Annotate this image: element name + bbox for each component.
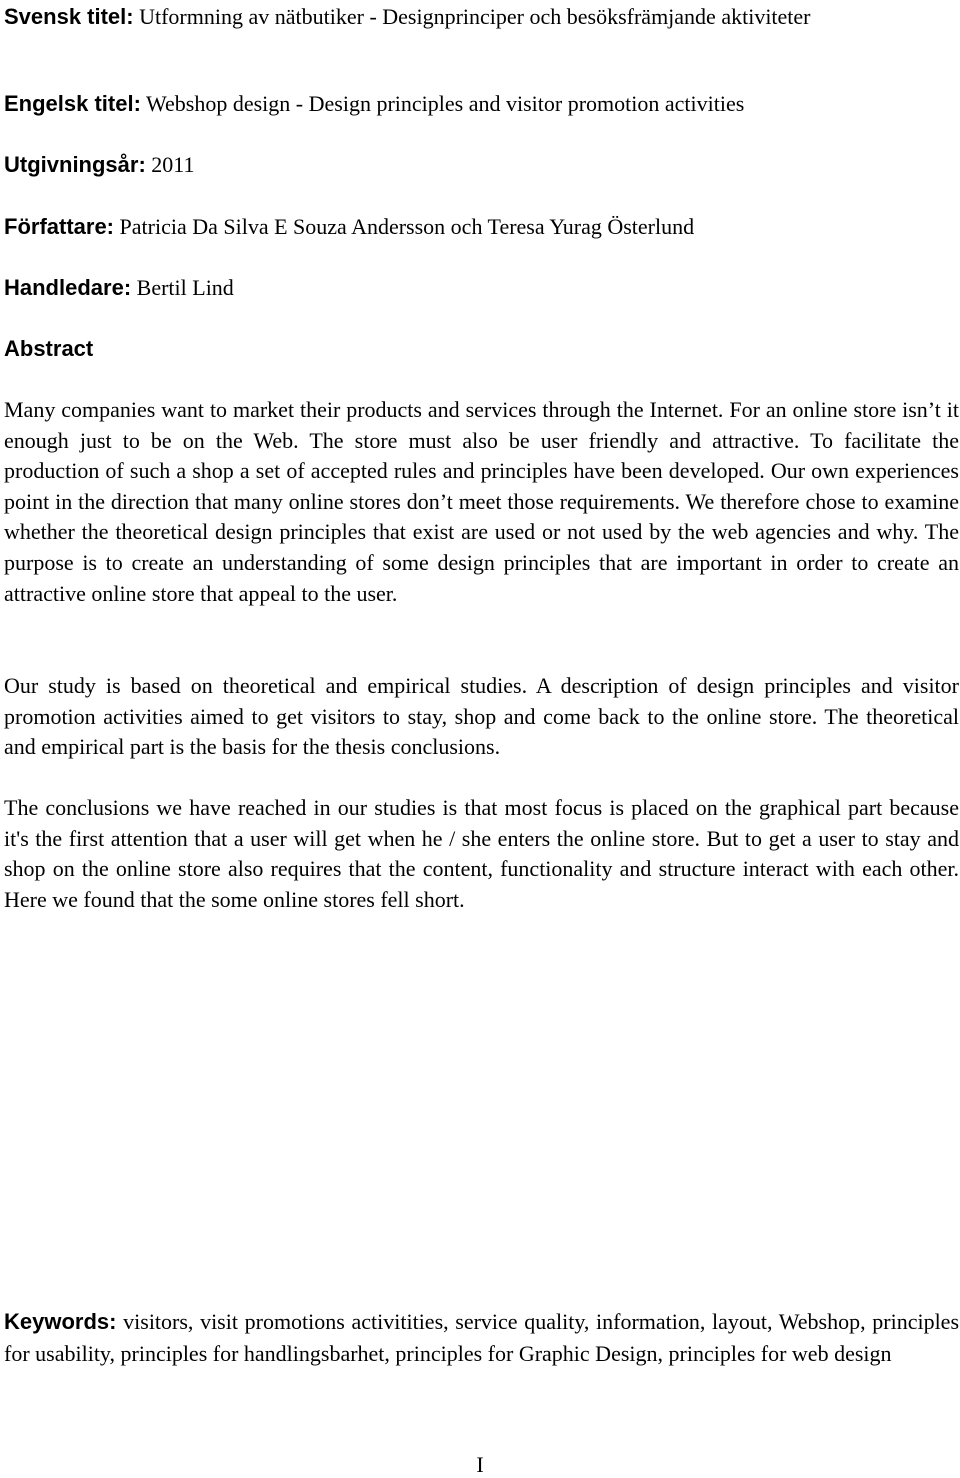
supervisor-line [4, 273, 954, 303]
year-label: Utgivningsår: [4, 152, 146, 177]
authors-value: Patricia Da Silva E Souza Andersson och Teresa Yurag Österlund [119, 214, 695, 239]
page-number: I [476, 1452, 484, 1477]
english-title-value: Webshop design - Design principles and visitor promotion activities [146, 91, 745, 116]
year-value: 2011 [151, 152, 195, 177]
english-title-line [4, 89, 954, 119]
authors-line [4, 212, 954, 242]
abstract-paragraph-2: Our study is based on theoretical and empirical studies. A description of design principles and visitor promotion activities aimed to get visitors to stay, shop and come back to the online store. The theoretical and empirical part is the basis for the thesis conclusions. [4, 673, 959, 760]
swedish-title-line [4, 2, 954, 32]
english-title-label: Engelsk titel: [4, 91, 141, 116]
abstract-heading: Abstract [4, 336, 94, 361]
swedish-title-label: Svensk titel: [4, 4, 134, 29]
swedish-title-value: Utformning av nätbutiker - Designprinciper och besöksfrämjande aktiviteter [139, 4, 811, 29]
keywords-label: Keywords: [4, 1309, 117, 1334]
supervisor-value: Bertil Lind [136, 275, 234, 300]
authors-label: Författare: [4, 214, 115, 239]
keywords-block [4, 1306, 959, 1369]
abstract-paragraph-3: The conclusions we have reached in our studies is that most focus is placed on the graphical part because it's the first attention that a user will get when he / she enters the online store. But to get a user to stay and shop on the online store also requires that the content, functionality and structure interact with each other. Here we found that the some online stores fell short. [4, 795, 959, 912]
abstract-paragraph-1: Many companies want to market their products and services through the Internet. For an online store isn’t it enough just to be on the Web. The store must also be user friendly and attractive. To facilitate the production of such a shop a set of accepted rules and principles have been developed. Our own experiences point in the direction that many online stores don’t meet those requirements. We therefore chose to examine whether the theoretical design principles that exist are used or not used by the web agencies and why. The purpose is to create an understanding of some design principles that are important in order to create an attractive online store that appeal to the user. [4, 397, 959, 606]
keywords-value: visitors, visit promotions activitities, service quality, information, layout, Webshop, principles for usability, principles for handlingsbarhet, principles for Graphic Design, principles for web design [4, 1309, 960, 1366]
year-line [4, 150, 954, 180]
supervisor-label: Handledare: [4, 275, 132, 300]
